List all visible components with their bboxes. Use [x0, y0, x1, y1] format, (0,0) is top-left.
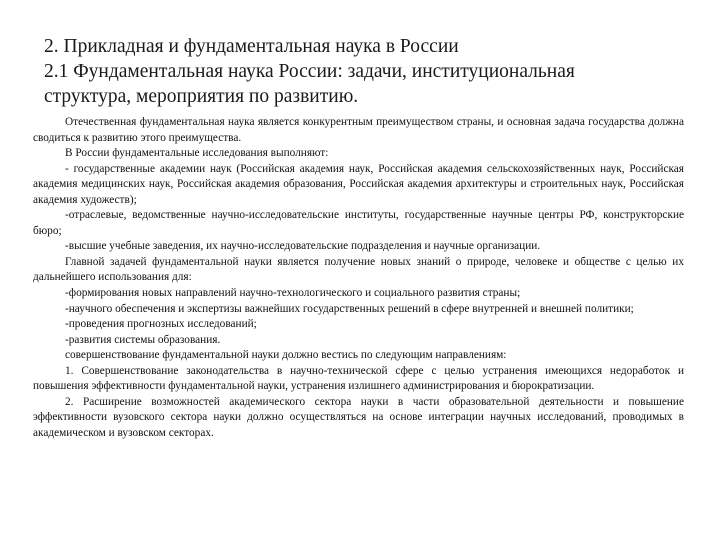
paragraph-performers-intro: В России фундаментальные исследования выполняют: [65, 147, 329, 160]
paragraph-directions: совершенствование фундаментальной науки должно вестись по следующим направлениям: [65, 349, 507, 362]
list-item-forecasting: -проведения прогнозных исследований; [65, 318, 257, 331]
list-item-academies: - государственные академии наук (Российская академия наук, Российская академия сельскохозяйственных наук, Российская академия медицинских наук, Российская академия образования, Российская академия архитектуры и строительных наук, Российская академия художеств); [33, 162, 684, 206]
paragraph-main-task: Главной задачей фундаментальной науки является получение новых знаний о природе, человеке и обществе с целью их дальнейшего использования для: [33, 255, 684, 284]
paragraph-intro: Отечественная фундаментальная наука является конкурентным преимуществом страны, и основная задача государства должна сводиться к развитию этого преимущества. [33, 116, 684, 144]
numbered-item-1: 1. Совершенствование законодательства в научно-технической сфере с целью устранения имеющихся недоработок и повышения эффективности фундаментальной науки, устранения излишнего администрирования и бюрократизации. [33, 364, 684, 393]
list-item-expertise: -научного обеспечения и экспертизы важнейших государственных решений в сфере внутренней и внешней политики; [65, 302, 634, 315]
title-line-1: 2. Прикладная и фундаментальная наука в России [44, 36, 459, 57]
numbered-item-2: 2. Расширение возможностей академического сектора науки в части образовательной деятельности и повышение эффективности вузовского сектора науки должно осуществляться на основе интеграции научных исследований, проводимых в академическом и вузовском секторах. [33, 395, 684, 439]
list-item-new-directions: -формирования новых направлений научно-технологического и социального развития страны; [65, 287, 521, 300]
page-title [44, 34, 684, 109]
list-item-universities: -высшие учебные заведения, их научно-исследовательские подразделения и научные организации. [65, 240, 541, 253]
title-line-3: структура, мероприятия по развитию. [44, 86, 359, 107]
list-item-institutes: -отраслевые, ведомственные научно-исследовательские институты, государственные научные центры РФ, конструкторские бюро; [33, 209, 684, 237]
title-line-2: 2.1 Фундаментальная наука России: задачи, институциональная [44, 61, 575, 82]
list-item-education: -развития системы образования. [65, 333, 221, 346]
body-text [33, 115, 684, 441]
